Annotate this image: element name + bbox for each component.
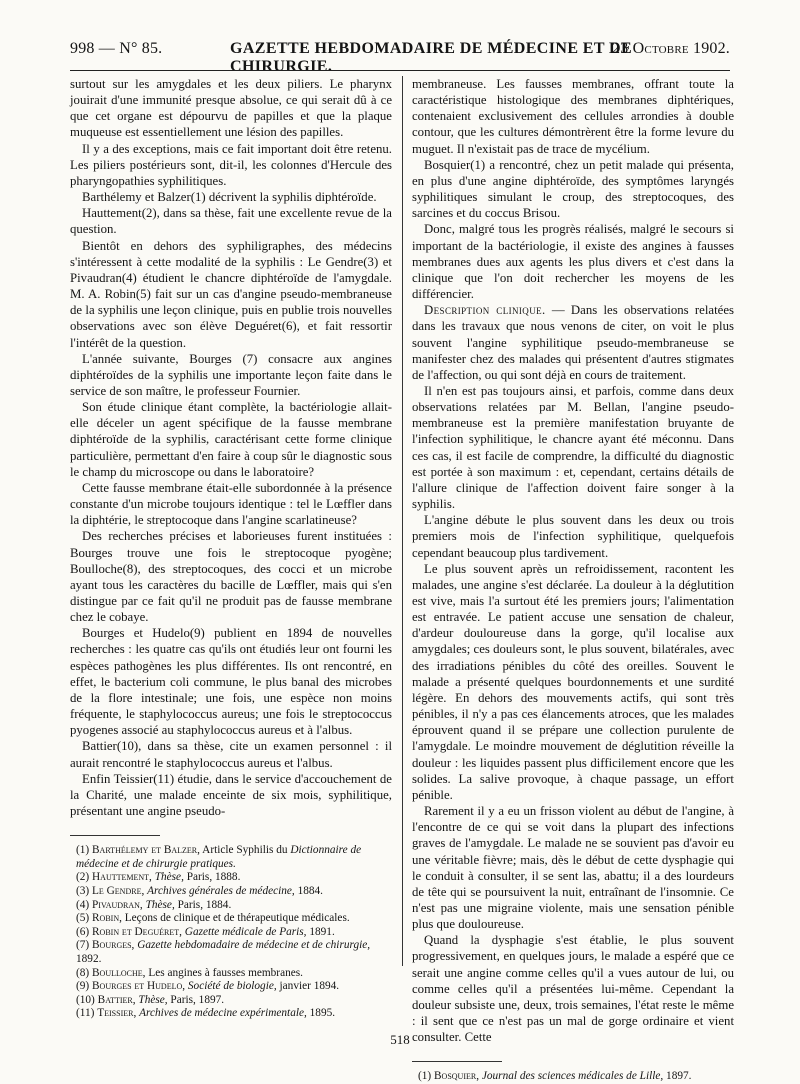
footnote: [76, 899, 392, 913]
footnote-text: 1892.: [76, 952, 102, 965]
footnote-work: Thèse,: [154, 871, 184, 884]
footnote-number: (9): [76, 980, 90, 993]
footnote-number: (1): [418, 1070, 432, 1083]
footnote: [76, 967, 392, 981]
footnote-author: Barthélemy et Balzer,: [92, 844, 200, 857]
footnote: [76, 885, 392, 899]
footnote-separator: [412, 1061, 502, 1062]
paragraph: surtout sur les amygdales et les deux piliers. Le pharynx jouirait d'une immunité presque absolue, ce qui serait dû à ce que cet organe est dépourvu de papilles et que la plaque muqueuse est essentiellement une lésion des papilles.: [70, 77, 392, 140]
footnote-number: (10): [76, 993, 95, 1006]
footnote: [76, 939, 392, 966]
footnote-author: Battier,: [97, 993, 136, 1006]
paragraph: L'année suivante, Bourges (7) consacre aux angines diphtéroïdes de la syphilis une importante leçon faite dans le service de son maître, le professeur Fournier.: [70, 351, 392, 398]
footnote-text: Article Syphilis du: [202, 844, 288, 857]
footnote-author: Hauttement,: [92, 871, 152, 884]
section-heading: Description clinique.: [424, 303, 546, 318]
paragraph: membraneuse. Les fausses membranes, offrant toute la caractéristique histologique des membranes diphtériques, contenaient exclusivement des cellules arrondies à double contour, que les cultures démontrèrent être la forme levure du muguet. Il n'existait pas de trace de mycélium.: [412, 77, 734, 156]
footnote-work: Archives de médecine expérimentale,: [139, 1007, 307, 1020]
footnote-text: Paris, 1884.: [177, 898, 232, 911]
left-footnotes: [70, 844, 392, 1021]
footnote-number: (7): [76, 939, 90, 952]
paragraph: Rarement il y a eu un frisson violent au début de l'angine, à l'encontre de ce qui se voit dans la plupart des infections graves de l'amygdale. Le malade ne se souvient pas d'avoir eu une véritable fièvre; mais, dès le début de cette dysphagie qui le conduit à consulter, il se sent las, abattu; il a des lourdeurs de tête qui se poursuivent la nuit, entraînant de l'insomnie. Ce n'est pas une migraine violente, mais une sensation pénible plus que douloureuse.: [412, 804, 734, 932]
left-column: [70, 76, 392, 1020]
paragraph: Il n'en est pas toujours ainsi, et parfois, comme dans deux observations relatées par M. Bellan, l'angine pseudo-membraneuse est la première manifestation bruyante de l'infection syphilitique, le chancre ayant été méconnu. Dans ces cas, il est facile de comprendre, la difficulté du diagnostic est portée à son maximum : et, cependant, certains détails de l'allure clinique de l'affection doivent faire songer à la syphilis.: [412, 383, 734, 512]
section-text: — Dans les observations relatées dans les travaux que nous venons de citer, on voit le plus souvent l'angine syphilitique pseudo-membraneuse se manifester chez des malades qui présentent d'autres stigmates de l'affection, ou qui sont déjà en cours de traitement.: [412, 303, 734, 382]
footnote-text: 1884.: [297, 884, 323, 897]
footnote: [418, 1070, 734, 1084]
footnote-author: Bourges,: [92, 939, 135, 952]
paragraph: Barthélemy et Balzer(1) décrivent la syphilis diphtéroïde.: [82, 190, 377, 205]
footnote: [76, 980, 392, 994]
footnote-text: Paris, 1897.: [170, 993, 225, 1006]
running-header: [70, 40, 730, 75]
footnote: [76, 912, 392, 926]
footnote-number: (5): [76, 912, 90, 925]
footnote-work: Gazette médicale de Paris,: [184, 925, 307, 938]
footnote-author: Robin,: [92, 912, 122, 925]
footnote-author: Boulloche,: [92, 966, 146, 979]
footnote-work: Thèse,: [138, 993, 168, 1006]
column-divider: [402, 76, 403, 966]
footnote-separator: [70, 835, 160, 836]
footnote-work: Archives générales de médecine,: [147, 884, 295, 897]
paragraph: Le plus souvent après un refroidissement, racontent les malades, une angine s'est déclarée. La douleur à la déglutition est vive, mais l'a surtout été les premiers jours; l'alimentation est entravée. Le patient accuse une sensation de chaleur, d'ardeur douloureuse dans la gorge, qu'il localise aux amygdales; ces douleurs sont, le plus souvent, bilatérales, avec des irradiations pénibles du côté des oreilles. Souvent le malade a présenté quelques bourdonnements et une surdité légère. En dehors des mouvements actifs, qui sont très pénibles, il n'y a pas ces élancements atroces, que les malades éprouvent quand il se prépare une collection purulente de l'amygdale. Le moindre mouvement de déglutition réveille la douleur : les liquides passent plus difficilement encore que les solides. La salive provoque, à chaque passage, un effort pénible.: [412, 561, 734, 802]
footnote: [76, 994, 392, 1008]
footnote-work: Journal des sciences médicales de Lille,: [481, 1070, 664, 1083]
folio: 518: [390, 1032, 410, 1047]
footnote-number: (2): [76, 871, 90, 884]
paragraph: Des recherches précises et laborieuses furent instituées : Bourges trouve une fois le streptocoque pyogène; Boulloche(8), des streptocoques, des cocci et un microbe ayant tous les caractères du bacille de Lœffler, mais qui s'en distingue par ce fait qu'il ne produit pas de fausse membrane chez le cobaye.: [70, 529, 392, 625]
footnote-author: Robin et Deguéret,: [92, 925, 182, 938]
footnote-text: 1891.: [309, 925, 335, 938]
footnote-text: janvier 1894.: [279, 980, 340, 993]
journal-title: GAZETTE HEBDOMADAIRE DE MÉDECINE ET DE CHIRURGIE.: [230, 40, 633, 75]
footnote: [76, 1007, 392, 1021]
paragraph: Bientôt en dehors des syphiligraphes, des médecins s'intéressent à cette modalité de la syphilis : Le Gendre(3) et Pivaudran(4) étudient le chancre diphtéroïde de l'amygdale. M. A. Robin(5) fait sur un cas d'angine pseudo-membraneuse de la syphilis une leçon clinique, puis en publie trois nouvelles observations avec son élève Deguéret(6), et fait ressortir l'intérêt de la question.: [70, 238, 392, 350]
paragraph: Il y a des exceptions, mais ce fait important doit être retenu. Les piliers postérieurs sont, dit-il, les colonnes d'Hercule des pharyngopathies syphilitiques.: [70, 141, 392, 188]
footnote-text: 1897.: [666, 1070, 692, 1083]
page-number: 998 — N° 85.: [70, 40, 163, 57]
header-rule: [70, 70, 730, 71]
footnote-text: Leçons de clinique et de thérapeutique médicales.: [124, 912, 350, 925]
footnote-number: (8): [76, 966, 90, 979]
paragraph: Cette fausse membrane était-elle subordonnée à la présence constante d'un microbe toujours identique : tel le Lœffler dans la diphtérie, le streptocoque dans l'angine scarlatineuse?: [70, 480, 392, 528]
footnote-number: (1): [76, 844, 90, 857]
footnote-author: Bosquier,: [434, 1070, 480, 1083]
footnote: [76, 926, 392, 940]
paragraph: Donc, malgré tous les progrès réalisés, malgré le secours si important de la bactériologie, il existe des angines à fausses membranes dues aux agents les plus divers et c'est dans la clinique que l'on doit rechercher les moyens de les différencier.: [412, 222, 734, 302]
right-footnotes: [412, 1070, 734, 1084]
paragraph: Son étude clinique étant complète, la bactériologie allait-elle déceler un agent spécifique de la fausse membrane diphtéroïde de la syphilis, caractérisant cette forme clinique particulière, permettant d'en faire à coup sûr le diagnostic sous le champ du microscope ou dans le laboratoire?: [70, 400, 392, 479]
paragraph: L'angine débute le plus souvent dans les deux ou trois premiers mois de l'infection syphilitique, quelquefois cependant beaucoup plus tardivement.: [412, 513, 734, 560]
footnote-number: (4): [76, 898, 90, 911]
issue-date: 23 Octobre 1902.: [612, 40, 730, 57]
paragraph: Bosquier(1) a rencontré, chez un petit malade qui présenta, en plus d'une angine diphtéroïde, des symptômes laryngés syphilitiques simulant le croup, des streptocoques, des sarcines et du coccus Brisou.: [412, 157, 734, 221]
paragraph: Bourges et Hudelo(9) publient en 1894 de nouvelles recherches : les quatre cas qu'ils ont étudiés leur ont fourni les espèces pathogènes les plus différentes. Ils ont rencontré, en effet, le bacterium coli commune, le plus banal des microbes de la flore intestinale; une fois, une espèce non moins fréquente, le staphylococcus aureus; une fois le streptococcus pyogenes associé au staphylococcus aureus et à l'albus.: [70, 626, 392, 738]
paragraph: Battier(10), dans sa thèse, cite un examen personnel : il aurait rencontré le staphylococcus aureus et l'albus.: [70, 739, 392, 770]
paragraph: Hauttement(2), dans sa thèse, fait une excellente revue de la question.: [70, 206, 392, 237]
footnote-work: Dictionnaire de médecine et de chirurgie pratiques.: [76, 844, 362, 870]
footnote-number: (3): [76, 884, 90, 897]
footnote-text: Les angines à fausses membranes.: [148, 966, 303, 979]
footnote-work: Gazette hebdomadaire de médecine et de chirurgie,: [137, 939, 371, 952]
section-paragraph: [412, 302, 734, 383]
footnote-text: Paris, 1888.: [186, 871, 241, 884]
footnote: [76, 844, 392, 871]
paragraph: Quand la dysphagie s'est établie, le plus souvent progressivement, en quelques jours, le malade a espéré que ce serait une angine comme celles qu'il a vues autour de lui, ou comme celles qu'il a présentées lui-même. Cependant la douleur subsiste une, deux, trois semaines, l'état reste le même : il sent que ce n'est pas un mal de gorge ordinaire et vient consulter. Cette: [412, 933, 734, 1045]
footnote-author: Bourges et Hudelo,: [92, 980, 186, 993]
footnote-author: Pivaudran,: [92, 898, 143, 911]
footnote-text: 1895.: [309, 1007, 336, 1020]
footnote-work: Thèse,: [145, 898, 175, 911]
footnote-author: Le Gendre,: [92, 884, 145, 897]
footnote-work: Société de biologie,: [187, 980, 277, 993]
footnote-number: (11): [76, 1007, 95, 1020]
right-column: [412, 76, 734, 1083]
paragraph: Enfin Teissier(11) étudie, dans le service d'accouchement de la Charité, une malade enceinte de six mois, syphilitique, présentant une angine pseudo-: [70, 771, 392, 819]
footnote-author: Teissier,: [97, 1007, 137, 1020]
footnote-number: (6): [76, 925, 90, 938]
footnote: [76, 871, 392, 885]
